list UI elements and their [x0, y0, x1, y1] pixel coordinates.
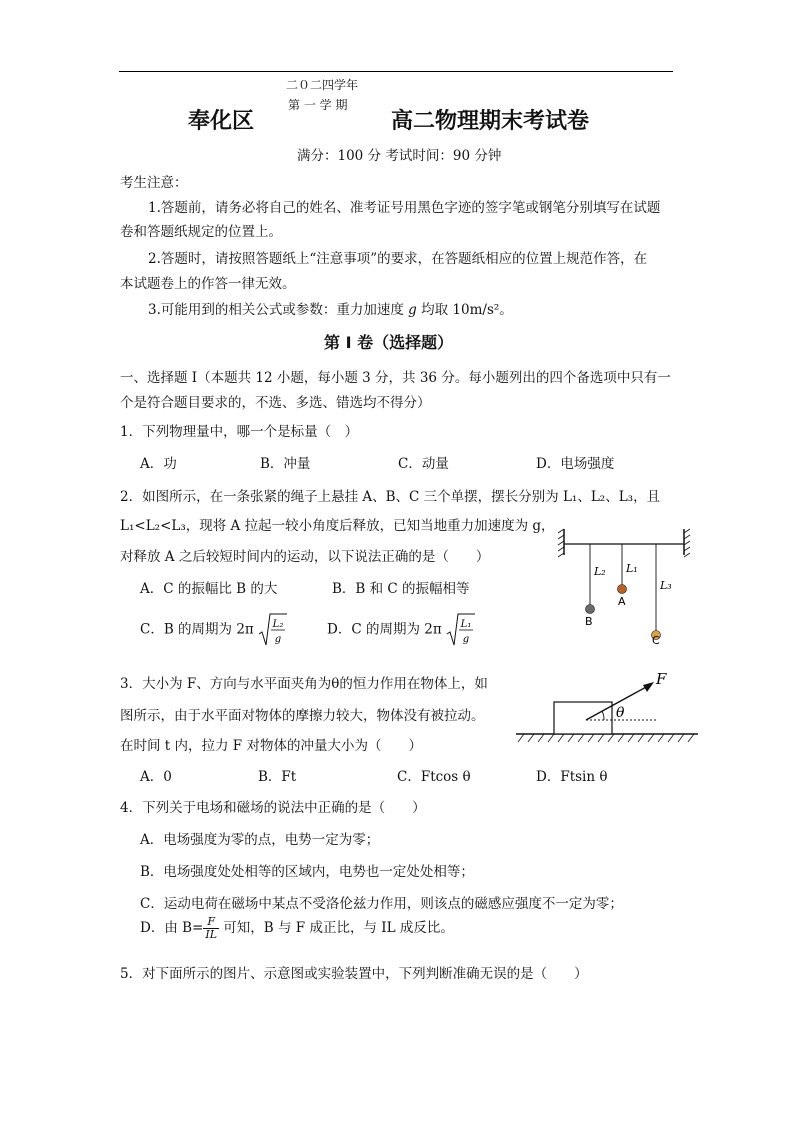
notice-item-3a: 3.可能用到的相关公式或参数：重力加速度 [148, 302, 409, 318]
section-intro-a: 一、选择题 I（本题共 12 小题，每小题 3 分，共 36 分。每小题列出的四个备选项中只有一 [120, 370, 671, 386]
q2-option-c [140, 612, 288, 648]
sqrt-symbol [258, 612, 288, 648]
q4-option-d-pre: D．由 B= [140, 920, 204, 936]
q1-option-c: C．动量 [398, 456, 449, 472]
q3-option-c: C．Ftcos θ [397, 769, 471, 785]
q1-option-b: B．冲量 [260, 456, 311, 472]
q1-option-a: A．功 [140, 456, 177, 472]
q3-stem-b: 图所示，由于水平面对物体的摩擦力较大，物体没有被拉动。 [120, 708, 485, 724]
term: 第 一 学 期 [288, 98, 348, 112]
q4-option-b: B．电场强度处处相等的区域内，电势也一定处处相等； [140, 864, 474, 880]
q3-stem-a: 3．大小为 F、方向与水平面夹角为θ的恒力作用在物体上，如 [120, 676, 488, 692]
label-l3: L₃ [660, 579, 672, 592]
q2-d-denominator: g [462, 634, 470, 645]
q2-c-denominator: g [274, 634, 282, 645]
q2-option-a: A．C 的振幅比 B 的大 [140, 581, 278, 597]
label-a: A [618, 595, 626, 608]
q1-stem: 1．下列物理量中，哪一个是标量（ ） [120, 424, 359, 440]
label-force: F [656, 670, 667, 688]
q2-option-c-text: C．B 的周期为 2π [140, 621, 254, 638]
fraction-f-over-il [203, 916, 219, 941]
q2-option-d-text: D．C 的周期为 2π [327, 621, 442, 638]
q3-option-b: B．Ft [258, 769, 297, 785]
district-name: 奉化区 [188, 109, 255, 134]
label-l1: L₁ [626, 562, 638, 575]
notice-item-1b: 卷和答题纸规定的位置上。 [120, 224, 282, 240]
q4-option-c: C．运动电荷在磁场中某点不受洛伦兹力作用，则该点的磁感应强度不一定为零； [140, 896, 623, 912]
q2-c-numerator: L₂ [272, 619, 284, 630]
q4-option-a: A．电场强度为零的点，电势一定为零； [140, 832, 380, 848]
block-force-figure [512, 668, 702, 750]
notice-item-3 [148, 298, 513, 318]
label-c: C [652, 634, 660, 647]
force-arrowhead [643, 682, 654, 692]
label-b: B [585, 615, 593, 628]
q2-d-numerator: L₁ [460, 619, 472, 630]
bob-a [618, 585, 627, 594]
q2-stem-a: 2．如图所示，在一条张紧的绳子上悬挂 A、B、C 三个单摆，摆长分别为 L₁、L₂、L₃，且 [120, 489, 661, 505]
q2-option-b: B．B 和 C 的振幅相等 [332, 581, 470, 597]
bob-b [586, 605, 595, 614]
notice-item-1a: 1.答题前，请务必将自己的姓名、准考证号用黑色字迹的签字笔或钢笔分别填写在试题 [148, 200, 661, 216]
notice-item-2b: 本试题卷上的作答一律无效。 [120, 276, 296, 292]
block [554, 702, 612, 734]
q3-option-d: D．Ftsin θ [536, 769, 608, 785]
q1-option-d: D．电场强度 [536, 456, 615, 472]
exam-title: 高二物理期末考试卷 [391, 109, 590, 134]
q3-stem-c: 在时间 t 内，拉力 F 对物体的冲量大小为（ ） [120, 738, 422, 754]
gravity-symbol: g [408, 302, 417, 318]
ground-hatch [518, 734, 694, 742]
q2-option-d [327, 612, 476, 648]
pendulum-figure [556, 527, 702, 647]
q4-option-d [140, 916, 454, 941]
sqrt-symbol [446, 612, 476, 648]
section-title: 第 I 卷（选择题） [324, 333, 454, 352]
q2-stem-b: L₁<L₂<L₃，现将 A 拉起一较小角度后释放，已知当地重力加速度为 g， [120, 518, 555, 534]
notice-title: 考生注意： [120, 175, 188, 191]
left-wall-hatch [558, 529, 564, 557]
q3-option-a: A．0 [140, 769, 172, 785]
notice-item-2a: 2.答题时，请按照答题纸上“注意事项”的要求，在答题纸相应的位置上规范作答，在 [148, 251, 648, 267]
notice-item-3b: 均取 10m/s²。 [416, 302, 513, 318]
q4-stem: 4．下列关于电场和磁场的说法中正确的是（ ） [120, 800, 426, 816]
q2-stem-c: 对释放 A 之后较短时间内的运动，以下说法正确的是（ ） [120, 549, 490, 565]
q4-option-d-post: 可知，B 与 F 成正比，与 IL 成反比。 [219, 920, 454, 936]
school-year: 二０二四学年 [286, 78, 359, 92]
q4-d-numerator: F [203, 916, 219, 929]
q4-d-denominator: IL [205, 928, 218, 941]
score-time: 满分：100 分 考试时间：90 分钟 [297, 148, 502, 164]
q5-stem: 5．对下面所示的图片、示意图或实验装置中，下列判断准确无误的是（ ） [120, 966, 588, 982]
label-theta: θ [616, 705, 625, 721]
top-rule [119, 71, 673, 72]
right-wall-hatch [684, 529, 690, 557]
label-l2: L₂ [594, 565, 606, 578]
section-intro-b: 个是符合题目要求的，不选、多选、错选均不得分） [120, 395, 431, 411]
